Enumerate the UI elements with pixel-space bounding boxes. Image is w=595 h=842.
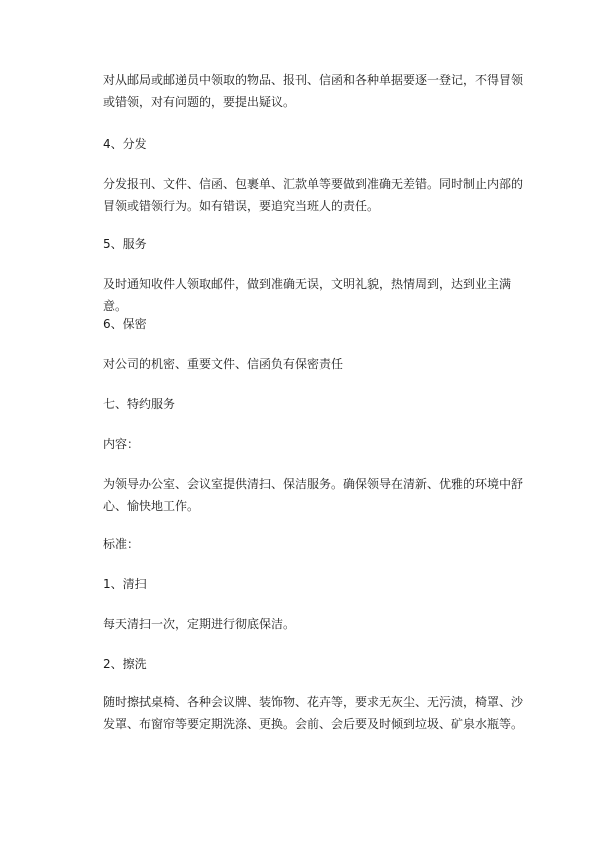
heading-special-service: 七、特约服务 bbox=[103, 397, 176, 411]
paragraph-mail-receipt: 对从邮局或邮递员中领取的物品、报刊、信函和各种单据要逐一登记，不得冒领或错领，对有问题的，要提出疑议。 bbox=[103, 73, 524, 109]
paragraph-distribution: 分发报刊、文件、信函、包裹单、汇款单等要做到准确无差错。同时制止内部的冒领或错领行为。如有错误，要追究当班人的责任。 bbox=[103, 177, 524, 213]
paragraph-cleaning: 每天清扫一次，定期进行彻底保洁。 bbox=[103, 617, 296, 631]
paragraph-confidentiality: 对公司的机密、重要文件、信函负有保密责任 bbox=[103, 357, 344, 371]
heading-wiping: 2、擦洗 bbox=[103, 657, 147, 671]
heading-distribution: 4、分发 bbox=[103, 137, 147, 151]
paragraph-content: 为领导办公室、会议室提供清扫、保洁服务。确保领导在清新、优雅的环境中舒心、愉快地工作。 bbox=[103, 477, 524, 513]
heading-confidentiality: 6、保密 bbox=[103, 317, 147, 331]
heading-cleaning: 1、清扫 bbox=[103, 577, 147, 591]
heading-content: 内容： bbox=[103, 437, 140, 451]
heading-standard: 标准： bbox=[103, 537, 140, 551]
paragraph-service: 及时通知收件人领取邮件，做到准确无误，文明礼貌，热情周到，达到业主满意。 bbox=[103, 277, 512, 313]
paragraph-wiping: 随时擦拭桌椅、各种会议牌、装饰物、花卉等，要求无灰尘、无污渍，椅罩、沙发罩、布窗帘等要定期洗涤、更换。会前、会后要及时倾到垃圾、矿泉水瓶等。 bbox=[103, 695, 524, 731]
heading-service: 5、服务 bbox=[103, 237, 147, 251]
